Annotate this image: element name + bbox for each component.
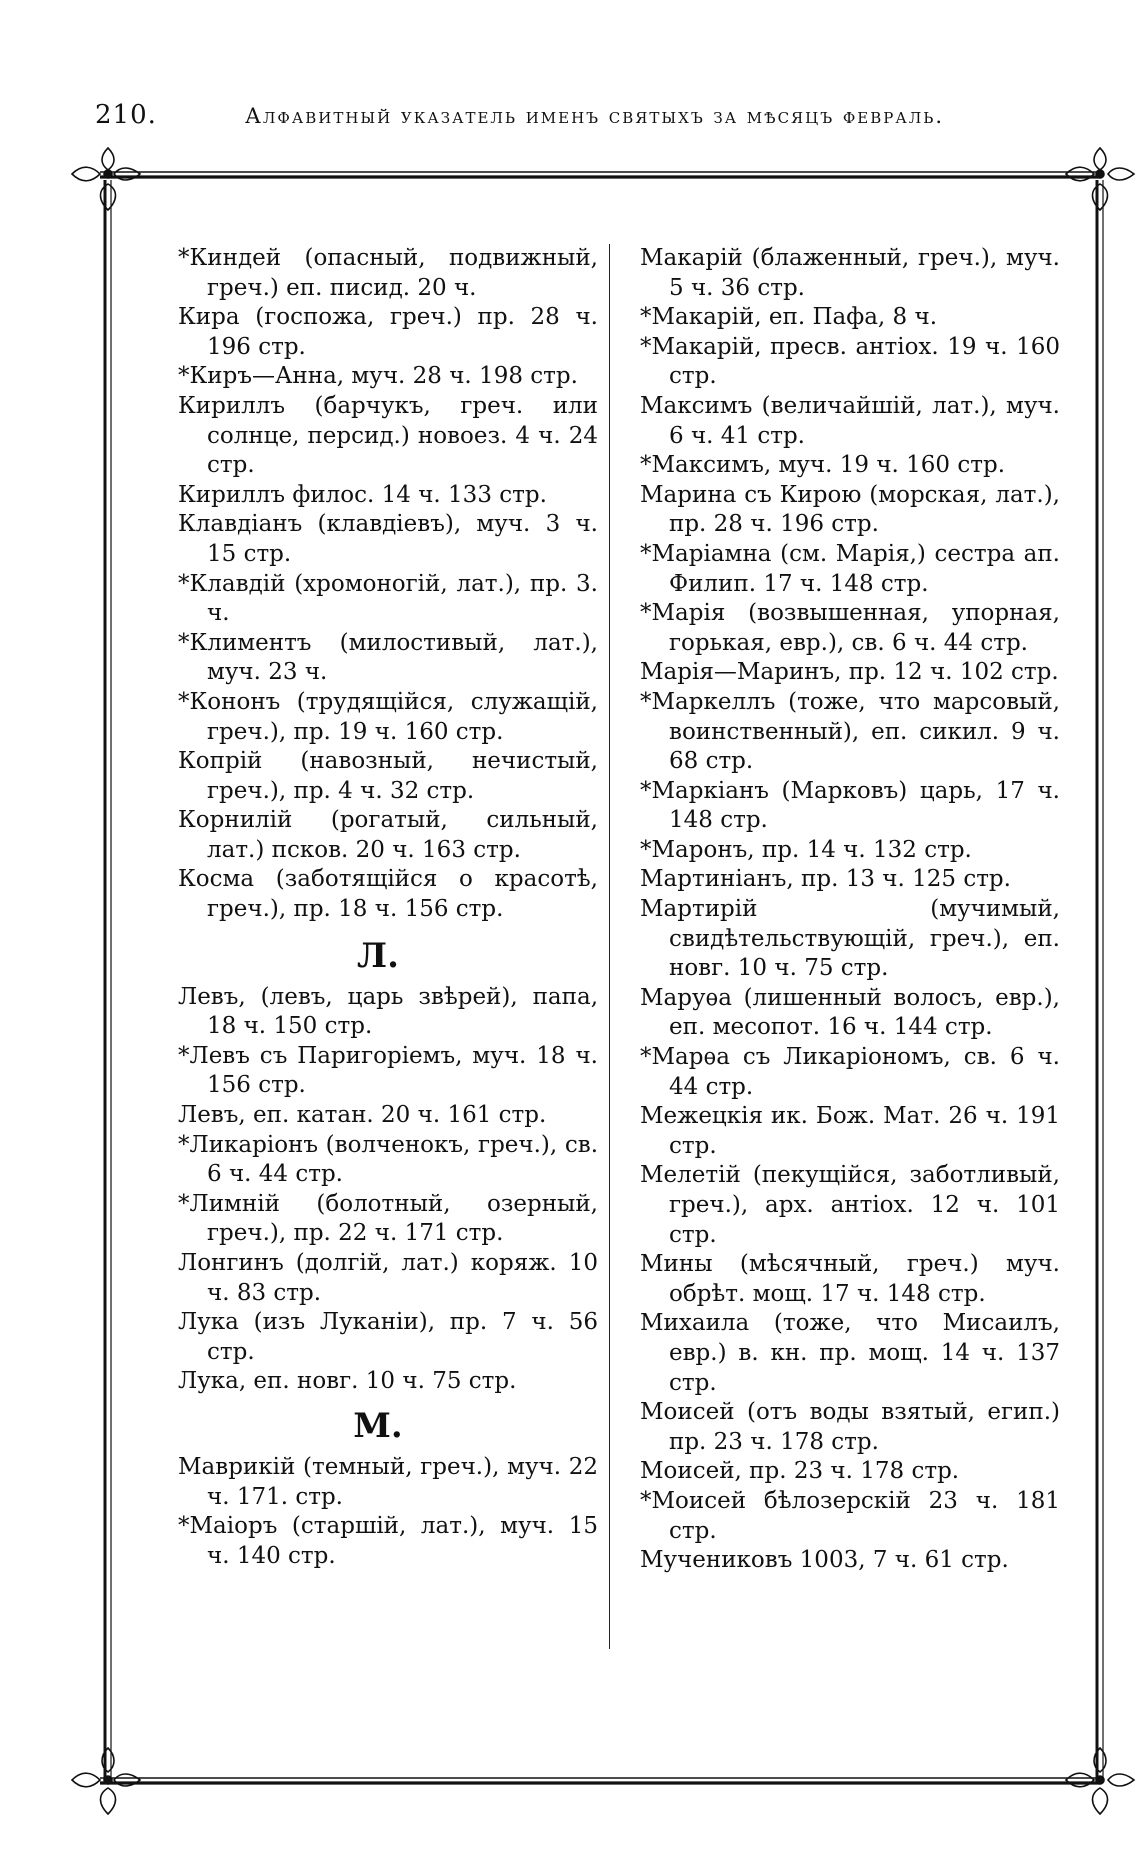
- section-heading-l: Л.: [357, 935, 399, 976]
- index-entry: Лука, еп. новг. 10 ч. 75 стр.: [178, 1368, 517, 1395]
- index-entry: Клавдіанъ (клавдіевъ), муч. 3 ч. 15 стр.: [178, 511, 598, 567]
- index-entry: Лонгинъ (долгій, лат.) коряж. 10 ч. 83 стр.: [178, 1250, 598, 1306]
- index-entry: *Маріамна (см. Марія,) сестра ап. Филип. 17 ч. 148 стр.: [640, 540, 1060, 597]
- index-entry: Мины (мѣсячный, греч.) муч. обрѣт. мощ. 17 ч. 148 стр.: [640, 1251, 1060, 1307]
- index-entry: Макарій (блаженный, греч.), муч. 5 ч. 36 стр.: [640, 245, 1060, 301]
- index-entry: *Максимъ, муч. 19 ч. 160 стр.: [640, 452, 1006, 479]
- index-entry: Марина съ Кирою (морская, лат.), пр. 28 ч. 196 стр.: [640, 481, 1060, 538]
- right-column: [640, 244, 1060, 1576]
- index-entry: *Лимній (болотный, озерный, греч.), пр. 22 ч. 171 стр.: [178, 1190, 598, 1247]
- page-number: 210.: [95, 100, 157, 130]
- index-entry: Копрій (навозный, нечистый, греч.), пр. 4 ч. 32 стр.: [178, 748, 598, 804]
- index-entry: Косма (заботящійся о красотѣ, греч.), пр. 18 ч. 156 стр.: [178, 866, 598, 923]
- index-entry: *Киръ—Анна, муч. 28 ч. 198 стр.: [178, 363, 578, 390]
- index-entry: Лука (изъ Луканіи), пр. 7 ч. 56 стр.: [178, 1309, 598, 1365]
- page-title: Алфавитный указатель именъ святыхъ за мѣсяцъ февраль.: [245, 104, 945, 128]
- index-entry: Моисей, пр. 23 ч. 178 стр.: [640, 1458, 960, 1485]
- index-entry: *Марія (возвышенная, упорная, горькая, евр.), св. 6 ч. 44 стр.: [640, 600, 1060, 656]
- index-entry: *Маркіанъ (Марковъ) царь, 17 ч. 148 стр.: [640, 777, 1060, 834]
- index-entry: Левъ, (левъ, царь звѣрей), папа, 18 ч. 150 стр.: [178, 983, 598, 1040]
- index-entry: Корнилій (рогатый, сильный, лат.) псков. 20 ч. 163 стр.: [178, 807, 598, 863]
- index-entry: Маврикій (темный, греч.), муч. 22 ч. 171. стр.: [178, 1453, 598, 1510]
- index-entry: Кириллъ филос. 14 ч. 133 стр.: [178, 481, 547, 508]
- index-entry: *Марѳа съ Ликаріономъ, св. 6 ч. 44 стр.: [640, 1044, 1060, 1100]
- index-entry: Кириллъ (барчукъ, греч. или солнце, персид.) новоез. 4 ч. 24 стр.: [178, 392, 598, 479]
- corner-ornament-top-right: [1066, 148, 1134, 210]
- index-entry: Мелетій (пекущійся, заботливый, греч.), арх. антіох. 12 ч. 101 стр.: [640, 1162, 1060, 1248]
- corner-ornament-bottom-right: [1066, 1748, 1134, 1814]
- index-entry: *Маркеллъ (тоже, что марсовый, воинственный), еп. сикил. 9 ч. 68 стр.: [640, 688, 1060, 775]
- index-entry: Мартиніанъ, пр. 13 ч. 125 стр.: [640, 866, 1011, 893]
- index-entry: *Макарій, пресв. антіох. 19 ч. 160 стр.: [640, 333, 1060, 390]
- index-entry: Максимъ (величайшій, лат.), муч. 6 ч. 41 стр.: [640, 392, 1060, 449]
- index-entry: *Клавдій (хромоногій, лат.), пр. 3. ч.: [178, 570, 598, 627]
- index-entry: *Маронъ, пр. 14 ч. 132 стр.: [640, 836, 972, 863]
- index-entry: Мартирій (мучимый, свидѣтельствующій, греч.), еп. новг. 10 ч. 75 стр.: [640, 896, 1060, 982]
- index-entry: Маруѳа (лишенный волосъ, евр.), еп. месопот. 16 ч. 144 стр.: [640, 984, 1060, 1041]
- index-entry: *Ликаріонъ (волченокъ, греч.), св. 6 ч. 44 стр.: [178, 1131, 598, 1188]
- column-divider: [609, 244, 610, 1649]
- index-entry: *Макарій, еп. Пафа, 8 ч.: [640, 304, 938, 331]
- index-entry: *Маіоръ (старшій, лат.), муч. 15 ч. 140 стр.: [178, 1513, 598, 1569]
- index-entry: *Климентъ (милостивый, лат.), муч. 23 ч.: [178, 629, 598, 686]
- index-entry: *Моисей бѣлозерскій 23 ч. 181 стр.: [640, 1487, 1060, 1544]
- index-entry: *Левъ съ Паригоріемъ, муч. 18 ч. 156 стр.: [178, 1042, 598, 1099]
- section-heading-m: М.: [353, 1405, 403, 1446]
- index-entry: Мучениковъ 1003, 7 ч. 61 стр.: [640, 1547, 1009, 1574]
- index-entry: Михаила (тоже, что Мисаилъ, евр.) в. кн. пр. мощ. 14 ч. 137 стр.: [640, 1310, 1060, 1396]
- index-entry: *Киндей (опасный, подвижный, греч.) еп. писид. 20 ч.: [178, 245, 598, 301]
- index-entry: Межецкія ик. Бож. Мат. 26 ч. 191 стр.: [640, 1103, 1060, 1159]
- index-entry: Моисей (отъ воды взятый, егип.) пр. 23 ч. 178 стр.: [640, 1399, 1060, 1455]
- index-entry: *Кононъ (трудящійся, служащій, греч.), пр. 19 ч. 160 стр.: [178, 688, 598, 745]
- index-entry: Марія—Маринъ, пр. 12 ч. 102 стр.: [640, 659, 1059, 686]
- left-column: [178, 244, 598, 1571]
- index-entry: Кира (госпожа, греч.) пр. 28 ч. 196 стр.: [178, 304, 598, 360]
- index-entry: Левъ, еп. катан. 20 ч. 161 стр.: [178, 1102, 547, 1129]
- running-head: [95, 100, 1045, 134]
